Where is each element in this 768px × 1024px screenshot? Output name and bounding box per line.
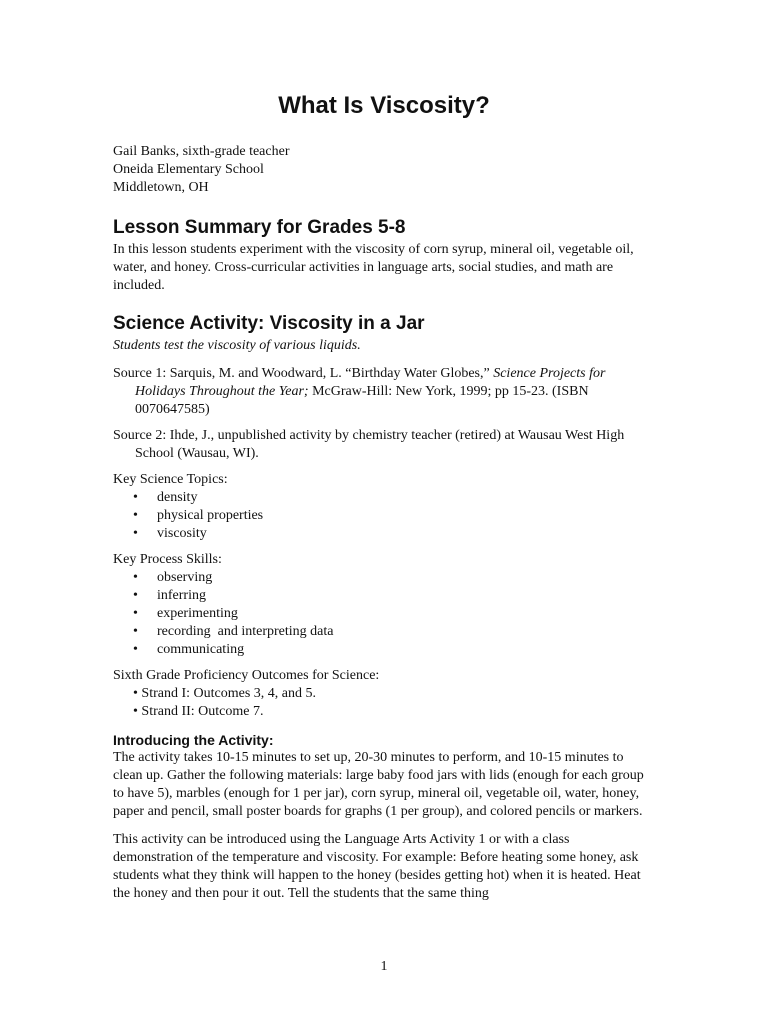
- source-1-book-title: Science Projects for Holidays Throughout the Year;: [135, 366, 606, 399]
- bullet-icon: •: [133, 508, 138, 523]
- source-1-prefix: Source 1: Sarquis, M. and Woodward, L. “Birthday Water Globes,”: [113, 366, 494, 381]
- outcome-strand-2: • Strand II: Outcome 7.: [133, 704, 264, 719]
- lesson-summary-heading: Lesson Summary for Grades 5-8: [113, 217, 406, 238]
- list-item: • density: [133, 490, 198, 505]
- list-item: • physical properties: [133, 508, 264, 523]
- lesson-summary-text: In this lesson students experiment with the viscosity of corn syrup, mineral oil, vegetable oil, water, and honey. Cross-curricular activities in language arts, social studies, and math are included.: [113, 242, 634, 293]
- key-science-topics-label: Key Science Topics:: [113, 472, 228, 487]
- list-item: • experimenting: [133, 606, 238, 621]
- bullet-icon: •: [133, 624, 138, 639]
- source-1-suffix: McGraw-Hill: New York, 1999; pp 15-23. (ISBN 0070647585): [135, 384, 589, 417]
- bullet-icon: •: [133, 588, 138, 603]
- list-item: • inferring: [133, 588, 206, 603]
- introducing-paragraph-1: The activity takes 10-15 minutes to set up, 20-30 minutes to perform, and 10-15 minutes to clean up. Gather the following materials: large baby food jars with lids (enough for each group to have 5), marbles (enough for 1 per jar), corn syrup, mineral oil, vegetable oil, water, honey, paper and pencil, small poster boards for graphs (1 per group), and colored pencils or markers.: [113, 750, 644, 819]
- bullet-icon: •: [133, 606, 138, 621]
- document-title: What Is Viscosity?: [278, 92, 490, 119]
- outcome-strand-1: • Strand I: Outcomes 3, 4, and 5.: [133, 686, 316, 701]
- list-item: • observing: [133, 570, 213, 585]
- science-activity-subtitle: Students test the viscosity of various liquids.: [113, 338, 361, 353]
- author-block: [113, 143, 648, 197]
- introducing-paragraph-2: This activity can be introduced using the Language Arts Activity 1 or with a class demonstration of the temperature and viscosity. For example: Before heating some honey, ask students what they think will happen to the honey (besides getting hot) when it is heated. Heat the honey and then pour it out. Tell the students that the same thing: [113, 832, 641, 901]
- page-number: 1: [380, 959, 388, 974]
- bullet-icon: •: [133, 490, 138, 505]
- bullet-icon: •: [133, 526, 138, 541]
- list-item: • viscosity: [133, 526, 207, 541]
- bullet-icon: •: [133, 570, 138, 585]
- key-process-skills-label: Key Process Skills:: [113, 552, 222, 567]
- proficiency-outcomes-label: Sixth Grade Proficiency Outcomes for Science:: [113, 668, 380, 683]
- bullet-icon: •: [133, 642, 138, 657]
- science-activity-heading: Science Activity: Viscosity in a Jar: [113, 313, 425, 334]
- key-science-topics-list: [113, 489, 648, 543]
- key-process-skills-list: [113, 569, 648, 659]
- list-item: • communicating: [133, 642, 245, 657]
- author-name: Gail Banks, sixth-grade teacher: [113, 144, 290, 159]
- source-2: Source 2: Ihde, J., unpublished activity by chemistry teacher (retired) at Wausau West High School (Wausau, WI).: [113, 428, 625, 461]
- source-1: [113, 365, 648, 419]
- list-item: • recording and interpreting data: [133, 624, 334, 639]
- document-body: [113, 143, 648, 903]
- author-school: Oneida Elementary School: [113, 162, 264, 177]
- author-location: Middletown, OH: [113, 180, 209, 195]
- introducing-activity-heading: Introducing the Activity:: [113, 732, 274, 748]
